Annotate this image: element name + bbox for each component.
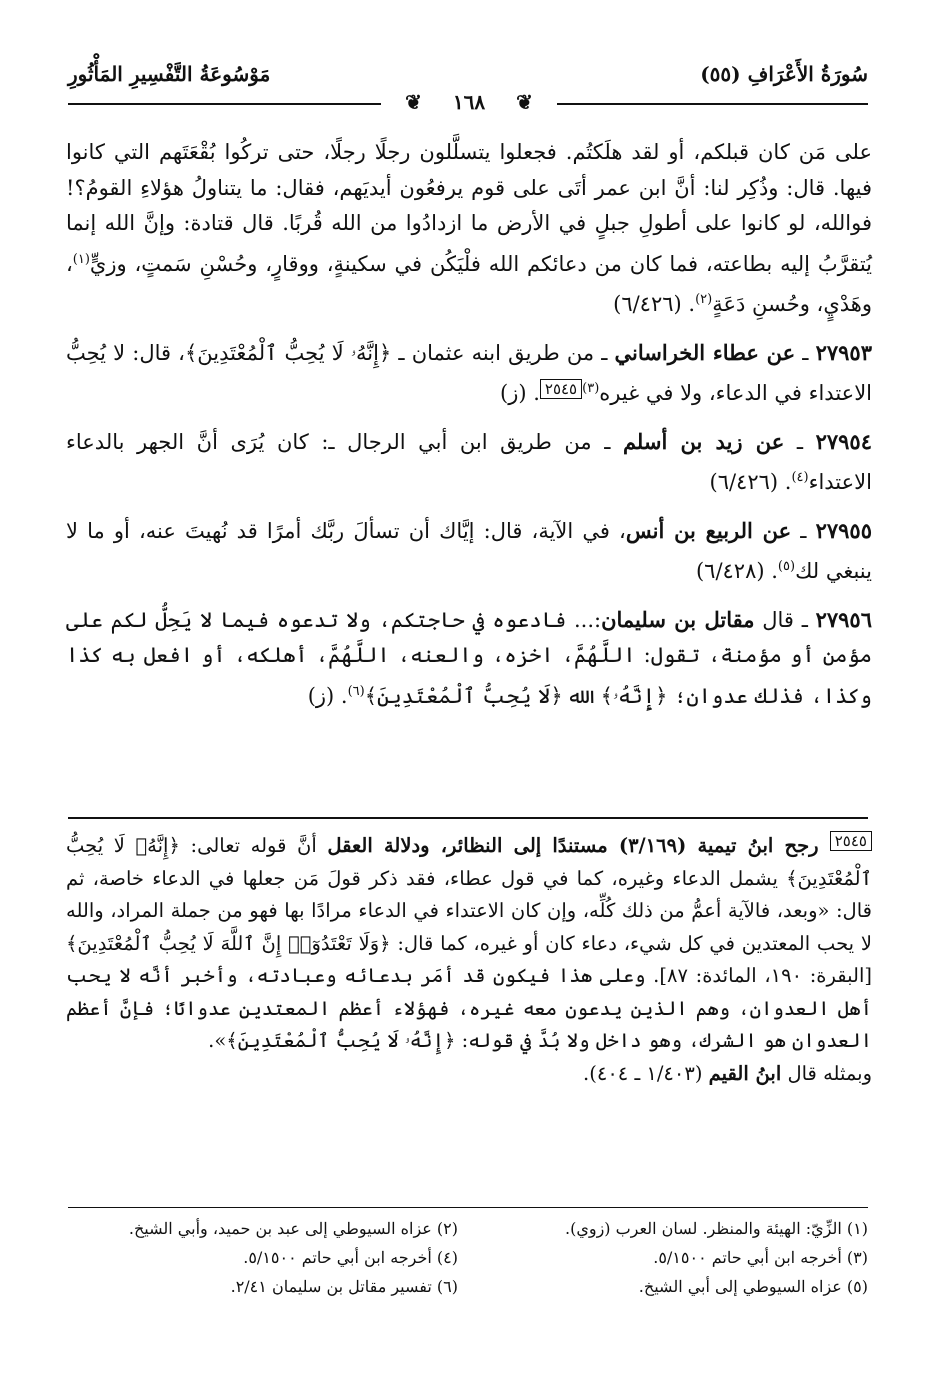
footnote-6: (٦) تفسير مقاتل بن سليمان ٢/٤١. xyxy=(230,1277,458,1296)
commentary-paragraph xyxy=(66,830,872,1058)
commentary-box-marker[interactable]: ٢٥٤٥ xyxy=(540,379,582,399)
commentary-final-text: وبمثله قال xyxy=(781,1061,872,1085)
narrator-name: عن الربيع بن أنس xyxy=(625,517,792,543)
ornament-icon: ❦ xyxy=(393,90,434,114)
commentary-final xyxy=(66,1058,872,1091)
commentary-final-ref: (١/٤٠٣ ـ ٤٠٤). xyxy=(583,1061,709,1085)
page-number-wrap xyxy=(0,90,938,114)
surah-title: سُورَةُ الأَعْرَافِ (٥٥) xyxy=(700,62,868,86)
commentary-box-label: ٢٥٤٥ xyxy=(830,831,872,851)
footnote-marker: (١) xyxy=(72,251,90,267)
scholar-name: ابنُ القيم xyxy=(708,1061,782,1085)
page-number xyxy=(381,90,557,114)
footnotes xyxy=(68,1214,868,1301)
footnote-3: (٣) أخرجه ابن أبي حاتم ٥/١٥٠٠. xyxy=(653,1248,868,1267)
intro-text: على مَن كان قبلكم، أو لقد هلَكتُم. فجعلوا يتسلَّلون رجلًا رجلًا، حتى تركُوا بُقْعَتَهم التي كانوا فيها. قال: وذُكِر لنا: أنَّ ابن عمر أتَى على قوم يرفعُون أيديَهم، فقال: ما يتناولُ هؤلاءِ القومُ؟! فوالله، لو كانوا على أطولِ جبلٍ في الأرض ما ازدادُوا من الله قُربًا. قال قتادة: وإنَّ الله إنما يُتقرَّبُ إليه بطاعته، فما كان من دعائكم الله فلْيَكُن في سكينةٍ، ووقارٍ، وحُسْنِ سَمتٍ، وزيٍّ xyxy=(66,140,872,276)
commentary-text: أنَّ قوله تعالى: ﴿إِنَّهُۥ لَا يُحِبُّ ٱلْمُعْتَدِينَ﴾ يشمل الدعاء وغيره، كما في قول عطاء، فقد ذكر قولَ مَن جعلها في الدعاء خاصة، ثم قال: «وبعد، فالآية أعمُّ من ذلك كُلِّه، وإن كان الاعتداء في الدعاء مرادًا بها فهو من جملة المراد، والله لا يحب المعتدين في كل شيء، دعاء كان أو غيره، كما قال: ﴿وَلَا تَعْتَدُوٓا۟ إِنَّ ٱللَّهَ لَا يُحِبُّ ٱلْمُعْتَدِينَ﴾ [البقرة: ١٩٠، المائدة: ٨٧]. وعلى هذا فيكون قد أمَر بدعائه وعبادته، وأخبر أنَّه لا يحب أهل العدوان، وهم الذين يدعون معه غيره، فهؤلاء أعظم المعتدين عدوانًا؛ فإنَّ أعظم العدوان هو الشرك، وهو داخل ولا بُدَّ في قوله: ﴿إِنَّهُۥ لَا يُحِبُّ ٱلْمُعْتَدِينَ﴾». xyxy=(66,834,872,1052)
footnote-separator xyxy=(68,1207,868,1208)
entry-27955: ٢٧٩٥٥ ـ عن الربيع بن أنس، في الآية، قال: إيَّاك أن تسألَ ربَّك أمرًا قد نُهيتَ عنه، أو ما لا ينبغي لك$^{(٥)}$. (٦/٤٢٨) xyxy=(66,517,872,583)
narrator-name: مقاتل بن سليمان xyxy=(601,606,755,632)
volume-ref: . (٦/٤٢٦) xyxy=(709,470,792,494)
entry-text: ـ من طريق ابن أبي الرجال ـ: كان يُرَى أنَّ الجهر بالدعاء الاعتداء xyxy=(66,429,872,494)
entry-number: ٢٧٩٥٣ xyxy=(815,339,872,365)
footnote-marker: (٦) xyxy=(347,683,365,699)
commentary-lead: رجح ابنُ تيمية (٣/١٦٩) مستندًا إلى النظائر، ودلالة العقل xyxy=(327,834,830,857)
footnote-5: (٥) عزاه السيوطي إلى أبي الشيخ. xyxy=(638,1277,868,1296)
footnote-2: (٢) عزاه السيوطي إلى عبد بن حميد، وأبي الشيخ. xyxy=(128,1219,458,1238)
book-title: مَوْسُوعَةُ التَّفْسِيرِ المَأْثُورِ xyxy=(68,62,271,86)
entry-prefix: ـ قال xyxy=(754,607,816,632)
narrator-name: عن زيد بن أسلم xyxy=(622,428,785,454)
page-number-text: ١٦٨ xyxy=(441,90,497,114)
footnote-marker: (٥) xyxy=(777,559,796,574)
entry-number: ٢٧٩٥٦ xyxy=(815,606,872,632)
entry-27953: ٢٧٩٥٣ ـ عن عطاء الخراساني ـ من طريق ابنه عثمان ـ ﴿إِنَّهُۥ لَا يُحِبُّ ٱلْمُعْتَدِينَ﴾، قال: لا يُحِبُّ الاعتداء في الدعاء، ولا في غيره$^{(٣)}$٢٥٤٥. (ز) xyxy=(66,339,872,405)
entry-27954: ٢٧٩٥٤ ـ عن زيد بن أسلم ـ من طريق ابن أبي الرجال ـ: كان يُرَى أنَّ الجهر بالدعاء الاعتداء$^{(٤)}$. (٦/٤٢٦) xyxy=(66,428,872,494)
footnote-marker: (٢) xyxy=(695,292,713,307)
intro-text-2: ، وهَدْيٍ، وحُسنِ دَعَةٍ xyxy=(66,251,872,316)
volume-ref: . (٦/٤٢٦) xyxy=(613,292,696,316)
intro-paragraph xyxy=(66,135,872,323)
entry-text: ، في الآية، قال: إيَّاك أن تسألَ ربَّك أمرًا قد نُهيتَ عنه، أو ما لا ينبغي لك xyxy=(66,518,872,583)
entry-text: :... فادعوه في حاجتكم، ولا تدعوه فيما لا يَحِلُّ لكم على مؤمن أو مؤمنة، تقول: اللَّهُمَّ، اخزه، والعنه، اللَّهُمَّ، أهلكه، أو افعل به كذا وكذا، فذلك عدوان؛ ﴿إِنَّهُۥ﴾ الله ﴿لَا يُحِبُّ ٱلْمُعْتَدِينَ﴾ xyxy=(66,607,872,708)
entry-text: ـ من طريق ابنه عثمان ـ ﴿إِنَّهُۥ لَا يُحِبُّ ٱلْمُعْتَدِينَ﴾، قال: لا يُحِبُّ الاعتداء في الدعاء، ولا في غيره xyxy=(66,340,872,405)
footnote-1: (١) الزِّيّ: الهيئة والمنظر. لسان العرب (زوي). xyxy=(564,1219,868,1238)
commentary-block xyxy=(66,830,872,1090)
entry-27956 xyxy=(66,602,872,715)
entry-number: ٢٧٩٥٥ xyxy=(815,517,872,543)
ornament-icon: ❦ xyxy=(504,90,545,114)
entry-number: ٢٧٩٥٤ xyxy=(815,428,872,454)
main-text xyxy=(66,135,872,726)
volume-ref: . (ز) xyxy=(307,683,348,708)
volume-ref: . (ز) xyxy=(500,381,540,405)
volume-ref: . (٦/٤٢٨) xyxy=(695,559,778,583)
commentary-separator xyxy=(68,817,868,819)
footnote-marker: (٣) xyxy=(582,381,600,396)
narrator-name: عن عطاء الخراساني xyxy=(614,339,796,365)
footnote-4: (٤) أخرجه ابن أبي حاتم ٥/١٥٠٠. xyxy=(243,1248,458,1267)
footnote-marker: (٤) xyxy=(791,470,809,485)
